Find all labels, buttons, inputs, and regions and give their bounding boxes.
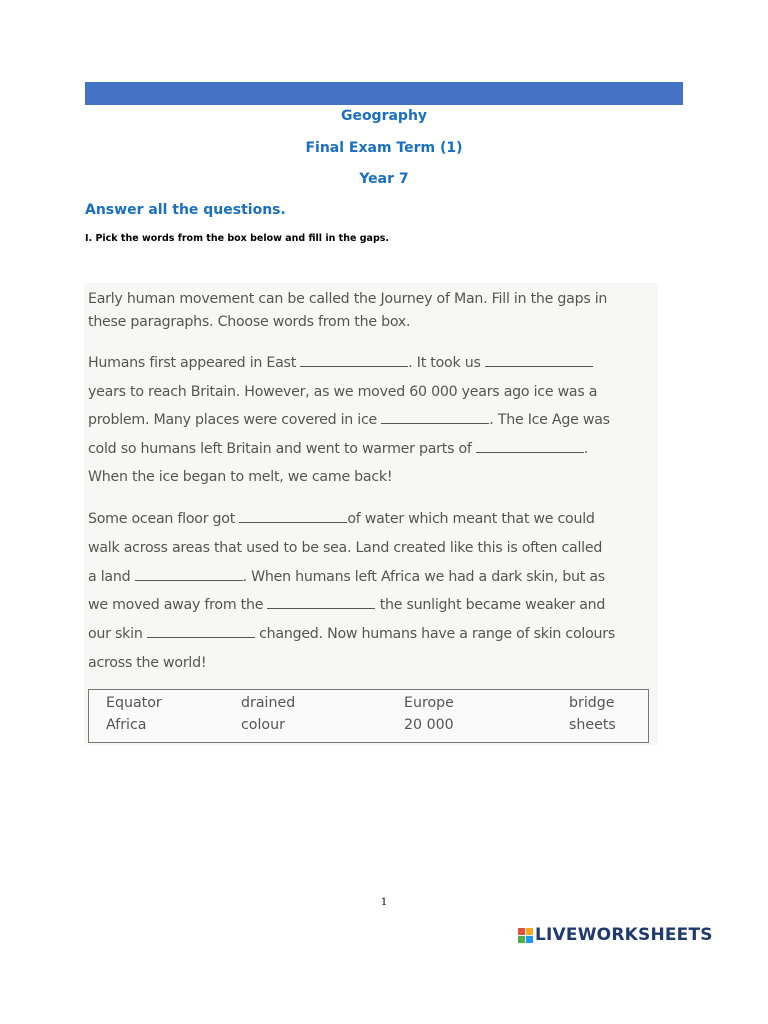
passage-line: walk across areas that used to be sea. Land created like this is often called: [88, 540, 603, 556]
passage-text: Some ocean floor got: [88, 511, 236, 527]
passage-text: .: [583, 441, 589, 457]
gap-blank[interactable]: [300, 355, 408, 367]
word-box-item: drained: [241, 695, 296, 711]
gap-blank[interactable]: [147, 626, 255, 638]
passage-text: a land: [88, 569, 131, 585]
word-box-item: Europe: [404, 695, 454, 711]
passage-text: . The Ice Age was: [489, 412, 610, 428]
gap-blank[interactable]: [135, 569, 243, 581]
logo-tiles-icon: [518, 928, 533, 943]
instruction-main: Answer all the questions.: [85, 202, 286, 218]
passage-line: [88, 412, 658, 428]
instruction-sub: I. Pick the words from the box below and fill in the gaps.: [85, 233, 390, 244]
liveworksheets-logo: [518, 925, 713, 945]
passage-text: we moved away from the: [88, 597, 264, 613]
word-box-item: sheets: [569, 717, 616, 733]
passage-text: . It took us: [408, 355, 481, 371]
word-box-item: Equator: [106, 695, 162, 711]
brand-name: LIVEWORKSHEETS: [535, 925, 713, 945]
passage-line: [88, 626, 658, 642]
logo-tile: [518, 928, 525, 935]
logo-tile: [526, 928, 533, 935]
passage-line: [88, 597, 658, 613]
passage-text: the sunlight became weaker and: [379, 597, 606, 613]
word-box-item: 20 000: [404, 717, 454, 733]
gap-blank[interactable]: [485, 355, 593, 367]
logo-tile: [518, 936, 525, 943]
passage-text: problem. Many places were covered in ice: [88, 412, 378, 428]
header-bar: [85, 82, 683, 105]
subject-title: Geography: [340, 108, 428, 124]
word-box-item: colour: [241, 717, 285, 733]
passage-text: changed. Now humans have a range of skin colours: [259, 626, 615, 642]
gap-blank[interactable]: [476, 441, 584, 453]
passage-line: When the ice began to melt, we came back!: [88, 469, 393, 485]
passage-text: Humans first appeared in East: [88, 355, 297, 371]
intro-line-1: Early human movement can be called the Journey of Man. Fill in the gaps in: [88, 291, 608, 307]
logo-tile: [526, 936, 533, 943]
gap-blank[interactable]: [267, 597, 375, 609]
exam-title: Final Exam Term (1): [305, 140, 463, 156]
passage-line: across the world!: [88, 655, 207, 671]
passage-text: . When humans left Africa we had a dark skin, but as: [242, 569, 605, 585]
word-box-item: bridge: [569, 695, 615, 711]
intro-line-2: these paragraphs. Choose words from the box.: [88, 314, 411, 330]
passage-line: [88, 511, 658, 527]
passage-text: cold so humans left Britain and went to warmer parts of: [88, 441, 472, 457]
word-box-item: Africa: [106, 717, 147, 733]
passage-text: of water which meant that we could: [347, 511, 595, 527]
passage-line: [88, 355, 658, 371]
word-box: [88, 689, 649, 743]
year-title: Year 7: [359, 171, 409, 187]
passage-text: our skin: [88, 626, 143, 642]
passage-line: years to reach Britain. However, as we moved 60 000 years ago ice was a: [88, 384, 598, 400]
passage-line: [88, 441, 658, 457]
gap-blank[interactable]: [239, 511, 347, 523]
page-number: 1: [380, 897, 388, 908]
passage-line: [88, 569, 658, 585]
gap-blank[interactable]: [381, 412, 489, 424]
